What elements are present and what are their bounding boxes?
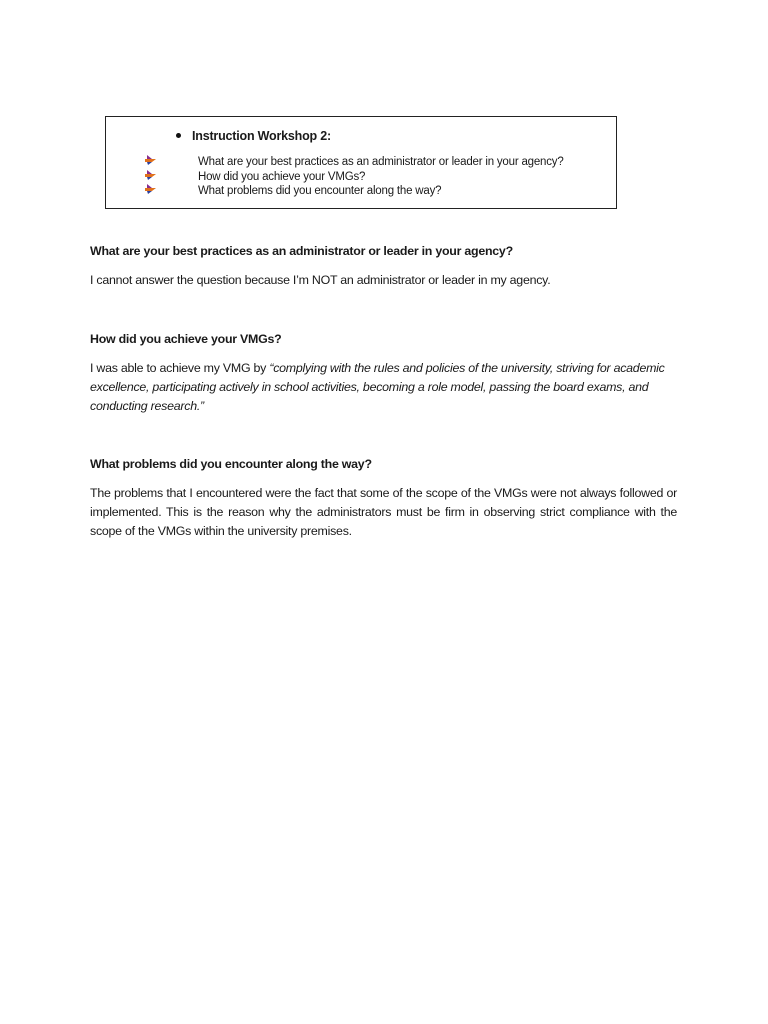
instruction-box: [105, 116, 617, 209]
instruction-item: What are your best practices as an administrator or leader in your agency?: [198, 156, 564, 168]
instruction-item: What problems did you encounter along the way?: [198, 185, 442, 197]
colored-arrow-bullet-icon: [145, 170, 157, 180]
body-prefix: I was able to achieve my VMG by: [90, 361, 270, 375]
instruction-title: Instruction Workshop 2:: [176, 129, 331, 143]
section-body: [90, 359, 677, 416]
colored-arrow-bullet-icon: [145, 155, 157, 165]
section-body: The problems that I encountered were the fact that some of the scope of the VMGs were not always followed or implemented. This is the reason why the administrators must be firm in observing strict compliance with the scope of the VMGs within the university premises.: [90, 486, 677, 538]
instruction-item: How did you achieve your VMGs?: [198, 171, 366, 183]
section-body: I cannot answer the question because I’m NOT an administrator or leader in my agency.: [90, 273, 551, 287]
section-heading: What problems did you encounter along the way?: [90, 457, 372, 471]
section-heading: How did you achieve your VMGs?: [90, 332, 282, 346]
bullet-dot-icon: [176, 133, 181, 138]
colored-arrow-bullet-icon: [145, 184, 157, 194]
body-quote: “complying with the rules and policies of the university, striving for academic excellence, participating actively in school activities, becoming a role model, passing the board exams, and conducting research.”: [90, 361, 665, 413]
section-heading: What are your best practices as an administrator or leader in your agency?: [90, 244, 513, 258]
